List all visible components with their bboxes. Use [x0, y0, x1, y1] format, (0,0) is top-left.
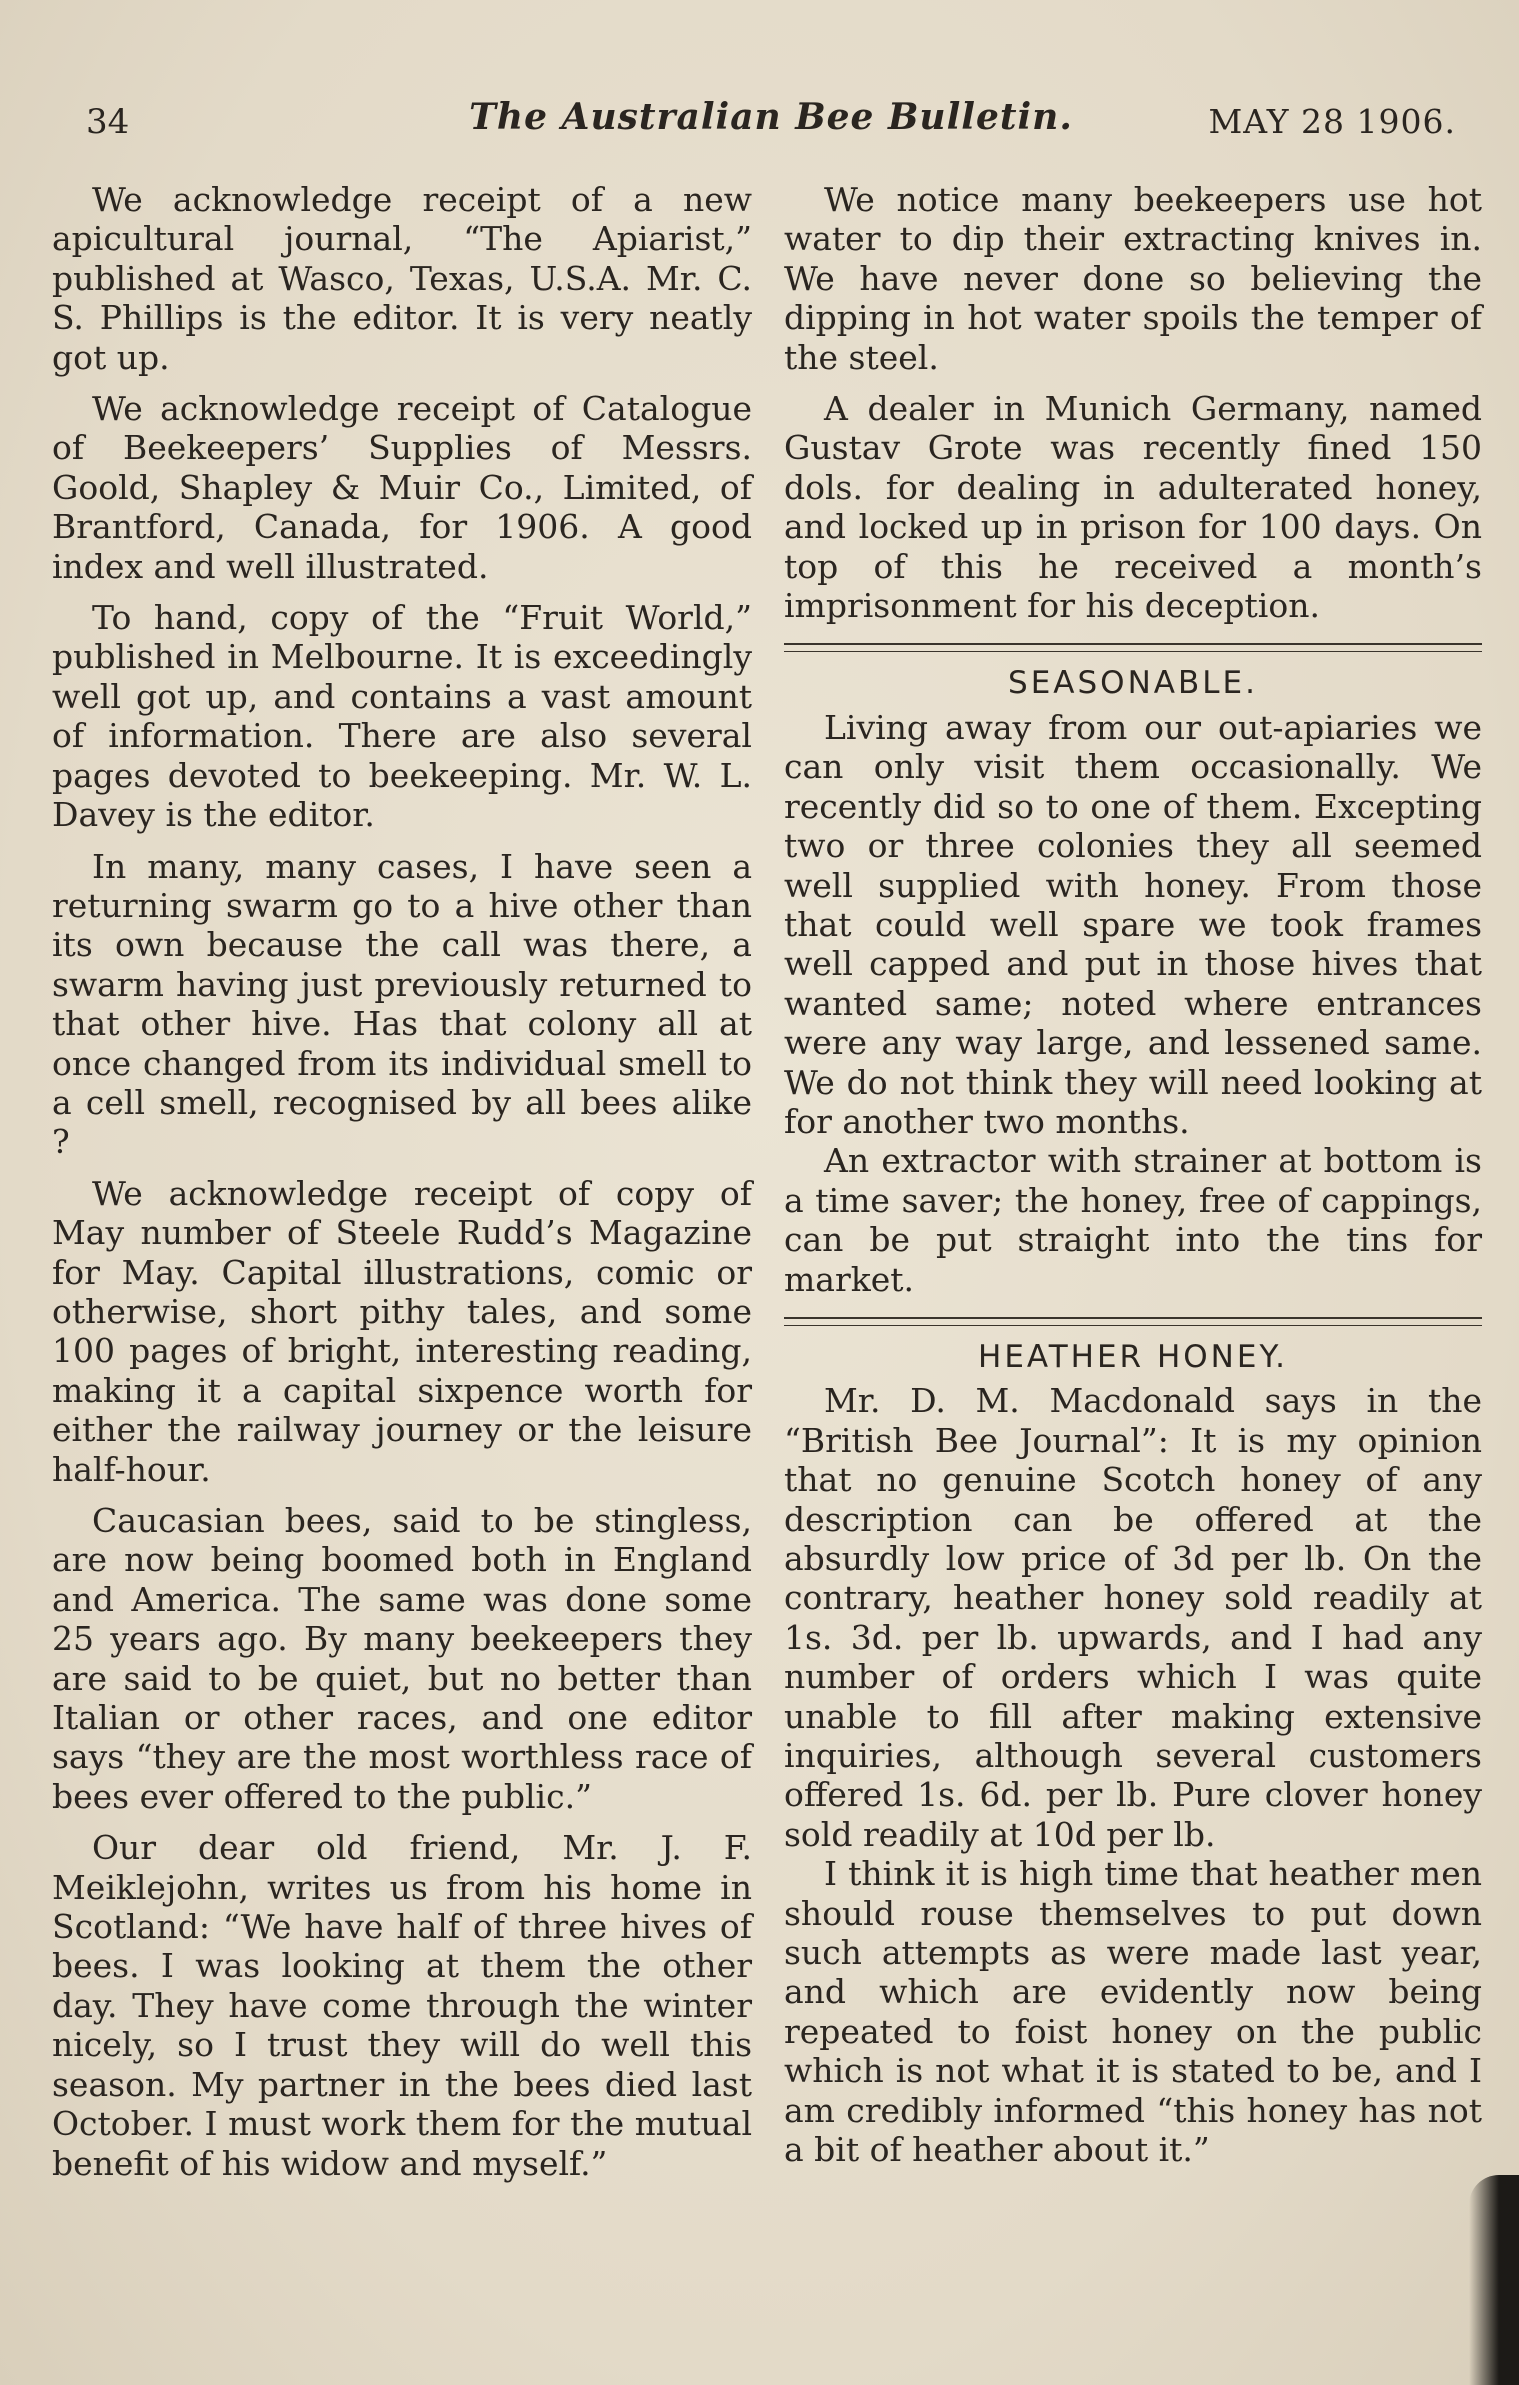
paragraph-returning-swarm: In many, many cases, I have seen a returning swarm go to a hive other than its own because the call was there, a swarm having just previously returned to that other hive. Has that colony all at once changed from its individual smell to a cell smell, recognised by all bees alike ?	[52, 846, 752, 1162]
left-column	[52, 180, 752, 2183]
paragraph-munich-dealer: A dealer in Munich Germany, named Gustav Grote was recently fined 150 dols. for dealing in adulterated honey, and locked up in prison for 100 days. On top of this he received a month’s imprisonment for his deception.	[784, 389, 1482, 626]
paragraph-catalogue: We acknowledge receipt of Catalogue of Beekeepers’ Supplies of Messrs. Goold, Shapley & Muir Co., Limited, of Brantford, Canada, for 1906. A good index and well illustrated.	[52, 389, 752, 586]
page-edge-shadow	[1469, 2175, 1519, 2385]
paragraph-hot-water: We notice many beekeepers use hot water to dip their extracting knives in. We have never done so believing the dipping in hot water spoils the temper of the steel.	[784, 180, 1482, 377]
page-number: 34	[86, 102, 130, 142]
issue-date: MAY 28 1906.	[1208, 102, 1456, 141]
right-column	[784, 180, 1482, 2170]
paragraph-caucasian-bees: Caucasian bees, said to be stingless, are now being boomed both in England and America. The same was done some 25 years ago. By many beekeepers they are said to be quiet, but no better than Italian or other races, and one editor says “they are the most worthless race of bees ever offered to the public.”	[52, 1501, 752, 1816]
paragraph-extractor: An extractor with strainer at bottom is a time saver; the honey, free of cappings, can be put straight into the tins for market.	[784, 1141, 1482, 1299]
journal-title: The Australian Bee Bulletin.	[469, 96, 1073, 138]
paragraph-fruit-world: To hand, copy of the “Fruit World,” published in Melbourne. It is exceedingly well got up, and contains a vast amount of information. There are also several pages devoted to beekeeping. Mr. W. L. Davey is the editor.	[52, 598, 752, 835]
section-divider	[784, 1317, 1482, 1326]
paragraph-macdonald: Mr. D. M. Macdonald says in the “British Bee Journal”: It is my opinion that no genuine Scotch honey of any description can be offered at the absurdly low price of 3d per lb. On the contrary, heather honey sold readily at 1s. 3d. per lb. upwards, and I had any number of orders which I was quite unable to fill after making extensive inquiries, although several customers offered 1s. 6d. per lb. Pure clover honey sold readily at 10d per lb.	[784, 1381, 1482, 1854]
heading-heather-honey: HEATHER HONEY.	[978, 1338, 1288, 1375]
page-header	[86, 96, 1456, 156]
paragraph-heather-men: I think it is high time that heather men should rouse themselves to put down such attempts as were made last year, and which are evidently now being repeated to foist honey on the public which is not what it is stated to be, and I am credibly informed “this honey has not a bit of heather about it.”	[784, 1854, 1482, 2170]
paragraph-steele-rudd: We acknowledge receipt of copy of May number of Steele Rudd’s Magazine for May. Capital illustrations, comic or otherwise, short pithy tales, and some 100 pages of bright, interesting reading, making it a capital sixpence worth for either the railway journey or the leisure half-hour.	[52, 1173, 752, 1489]
paragraph-meiklejohn: Our dear old friend, Mr. J. F. Meiklejohn, writes us from his home in Scotland: “We have half of three hives of bees. I was looking at them the other day. They have come through the winter nicely, so I trust they will do well this season. My partner in the bees died last October. I must work them for the mutual benefit of his widow and myself.”	[52, 1828, 752, 2183]
paragraph-apiarist-journal: We acknowledge receipt of a new apicultural journal, “The Apiarist,” published at Wasco, Texas, U.S.A. Mr. C. S. Phillips is the editor. It is very neatly got up.	[52, 180, 752, 377]
paragraph-out-apiaries: Living away from our out-apiaries we can only visit them occasionally. We recently did so to one of them. Excepting two or three colonies they all seemed well supplied with honey. From those that could well spare we took frames well capped and put in those hives that wanted same; noted where entrances were any way large, and lessened same. We do not think they will need looking at for another two months.	[784, 707, 1482, 1141]
heading-seasonable: SEASONABLE.	[1008, 665, 1258, 702]
section-divider	[784, 643, 1482, 652]
